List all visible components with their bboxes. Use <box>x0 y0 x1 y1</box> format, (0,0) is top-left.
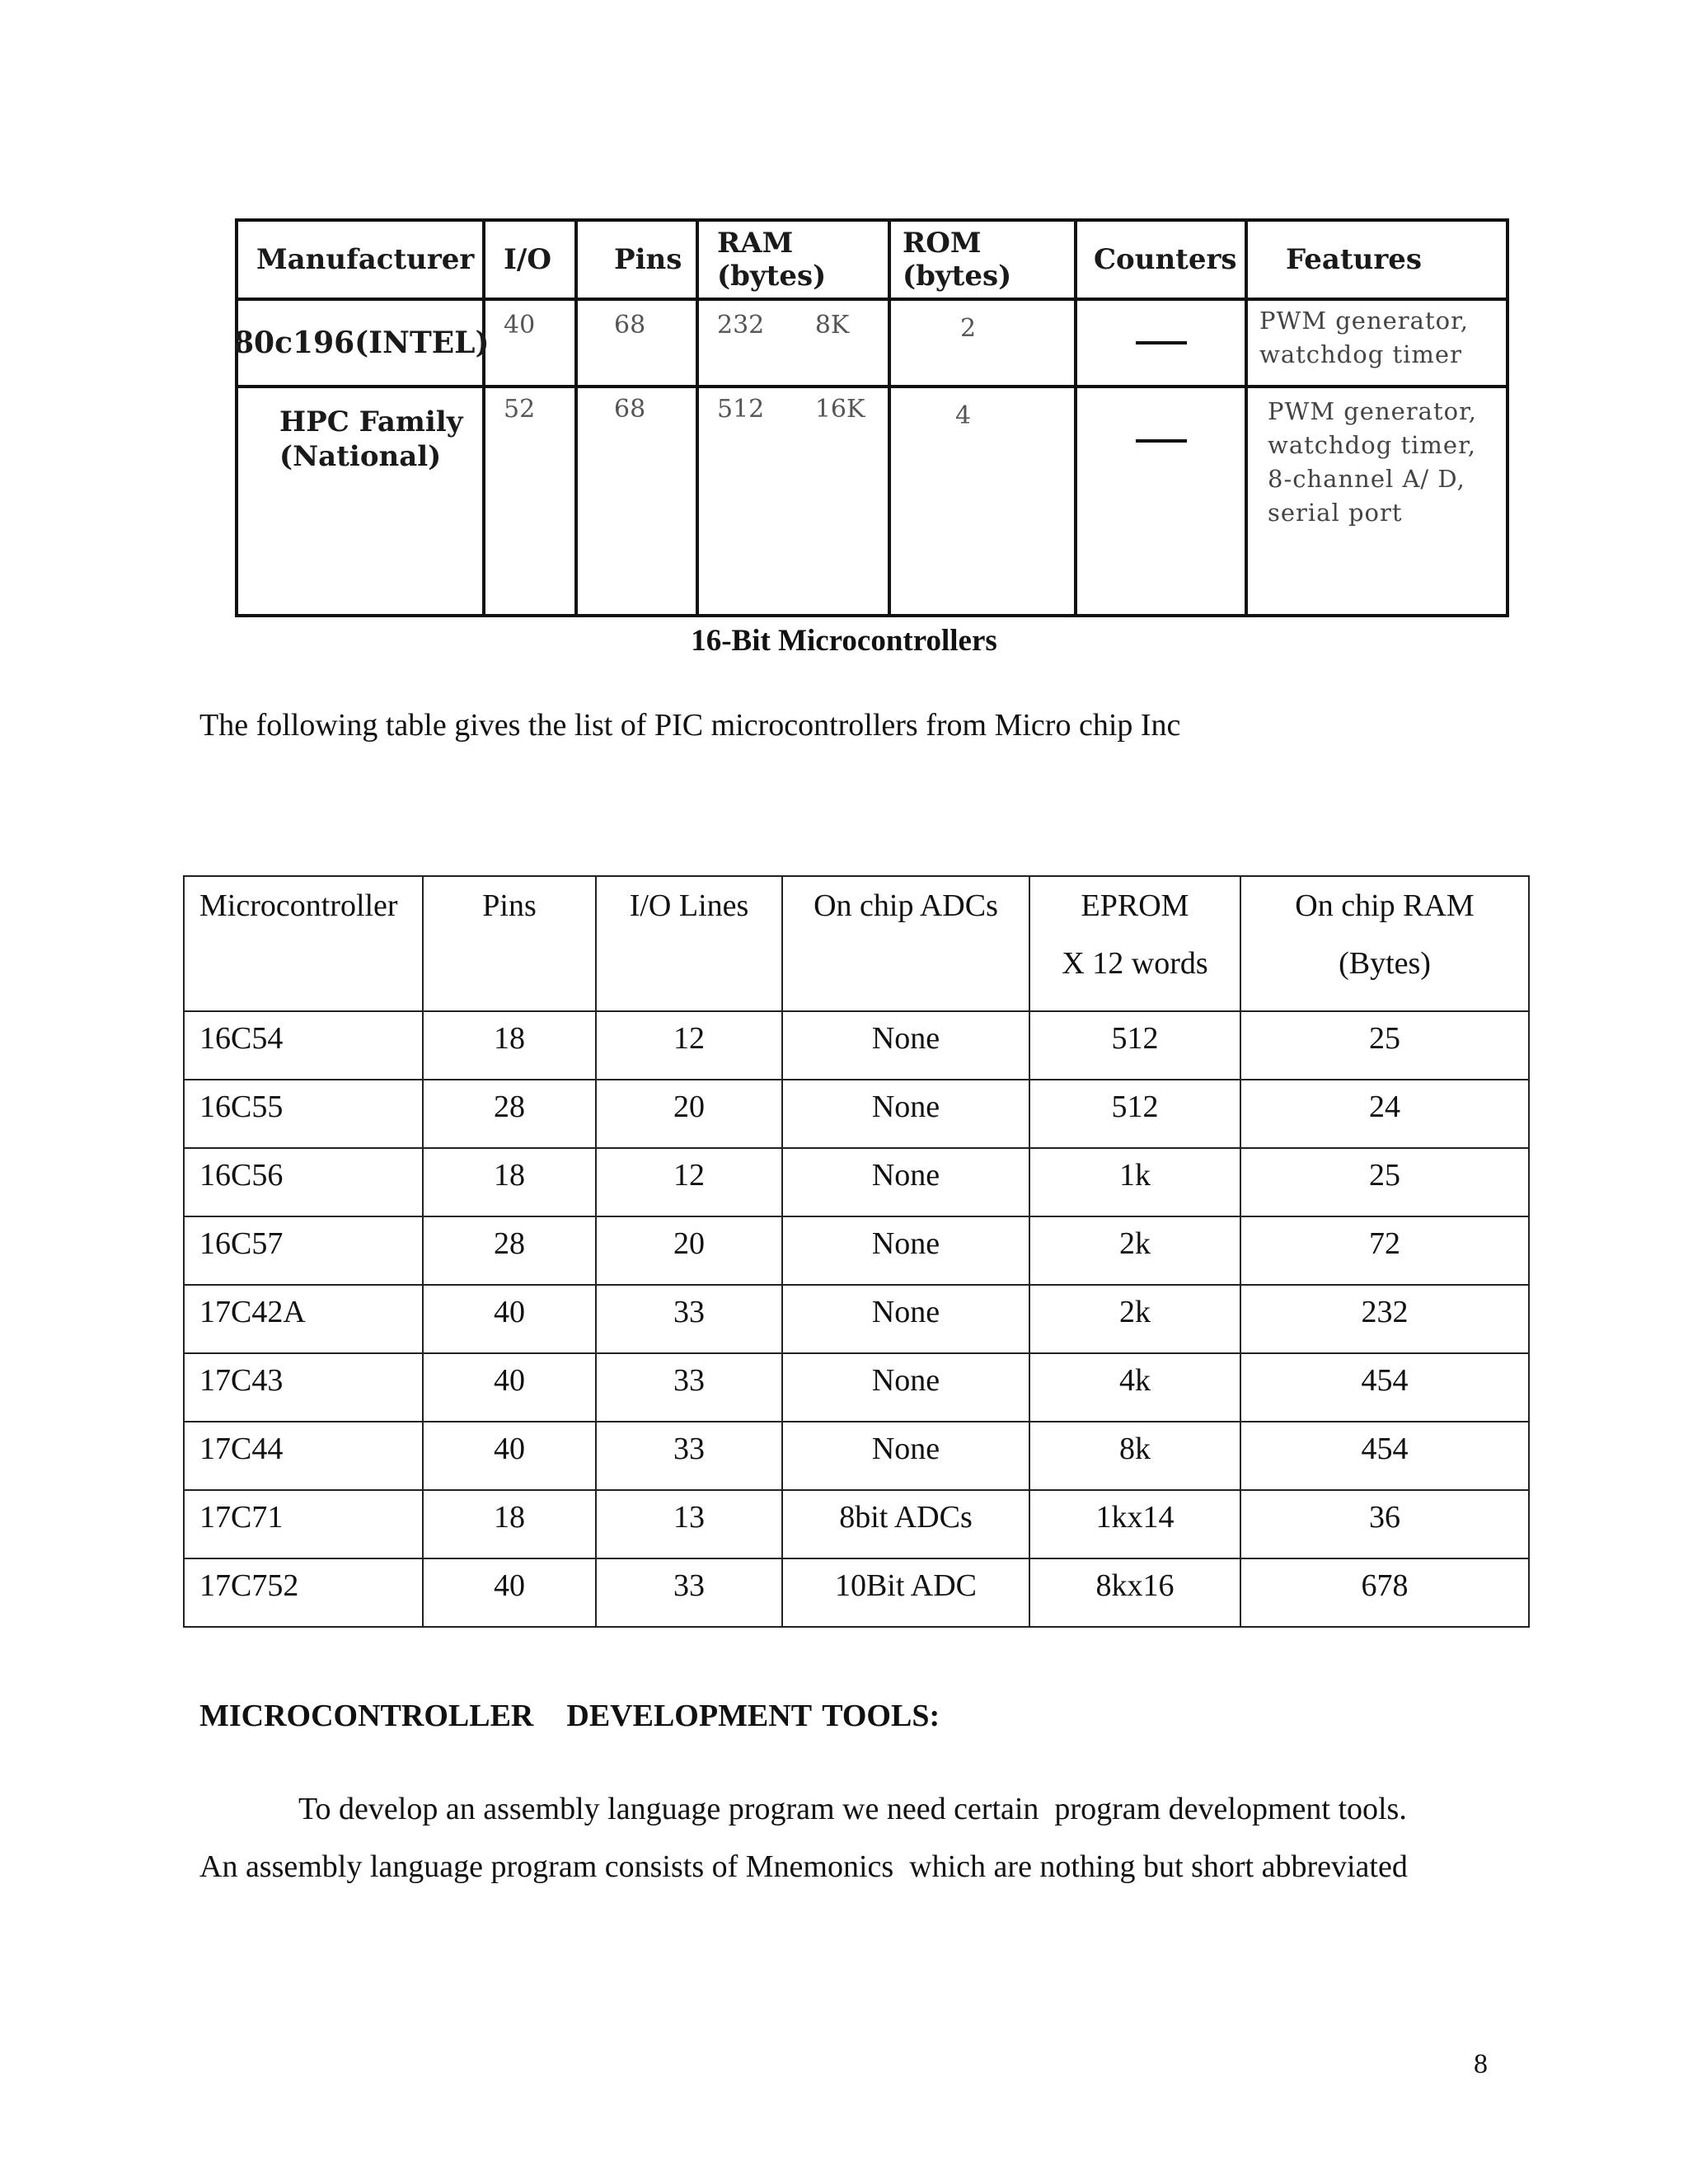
header-eprom-line2: X 12 words <box>1062 946 1208 981</box>
cell-features <box>1246 387 1507 616</box>
table-row <box>184 1011 1529 1080</box>
cell-io-lines: 13 <box>596 1490 782 1558</box>
cell-adcs: None <box>782 1148 1029 1216</box>
cell-adcs: None <box>782 1285 1029 1353</box>
cell-ram: 454 <box>1240 1353 1529 1422</box>
table-row <box>184 1216 1529 1285</box>
cell-pins: 40 <box>423 1285 596 1353</box>
cell-eprom: 1kx14 <box>1029 1490 1240 1558</box>
cell-eprom: 512 <box>1029 1011 1240 1080</box>
cell-microcontroller: 16C54 <box>184 1011 423 1080</box>
cell-ram <box>697 299 889 387</box>
cell-ram: 24 <box>1240 1080 1529 1148</box>
header-eprom-line1: EPROM <box>1081 888 1189 923</box>
cell-ram <box>697 387 889 616</box>
header-pins: Pins <box>576 220 697 299</box>
pic-table <box>183 875 1530 1628</box>
dash-mark <box>1136 439 1187 443</box>
rom-value: 8K <box>814 311 850 340</box>
feature-line: watchdog timer <box>1259 340 1462 368</box>
cell-features <box>1246 299 1507 387</box>
header-ram <box>1240 876 1529 1011</box>
cell-eprom: 1k <box>1029 1148 1240 1216</box>
cell-manufacturer <box>237 387 484 616</box>
cell-ram: 678 <box>1240 1558 1529 1627</box>
cell-io-lines: 33 <box>596 1285 782 1353</box>
feature-line: 8-channel A/ D, <box>1268 465 1465 493</box>
cell-rom: 2 <box>889 299 1076 387</box>
intro-text: The following table gives the list of PIC microcontrollers from Micro chip Inc <box>199 708 1181 743</box>
header-rom: ROM (bytes) <box>889 220 1076 299</box>
ram-value: 512 <box>717 395 765 424</box>
cell-microcontroller: 17C43 <box>184 1353 423 1422</box>
cell-io: 52 <box>484 387 576 616</box>
cell-ram: 25 <box>1240 1148 1529 1216</box>
table-header-row <box>184 876 1529 1011</box>
dev-tools-heading <box>199 1698 940 1734</box>
header-io-lines: I/O Lines <box>596 876 782 1011</box>
cell-pins: 18 <box>423 1011 596 1080</box>
header-io: I/O <box>484 220 576 299</box>
cell-io-lines: 20 <box>596 1080 782 1148</box>
section-title: 16-Bit Microcontrollers <box>691 624 997 658</box>
cell-pins: 40 <box>423 1422 596 1490</box>
cell-eprom: 4k <box>1029 1353 1240 1422</box>
feature-line: serial port <box>1268 499 1403 527</box>
table-row <box>184 1490 1529 1558</box>
cell-adcs: 10Bit ADC <box>782 1558 1029 1627</box>
cell-eprom: 8kx16 <box>1029 1558 1240 1627</box>
cell-pins: 28 <box>423 1080 596 1148</box>
manufacturer-name: HPC Family <box>279 405 463 438</box>
page-number: 8 <box>1474 2049 1488 2079</box>
cell-ram: 454 <box>1240 1422 1529 1490</box>
header-ram: RAM (bytes) <box>697 220 889 299</box>
cell-pins: 28 <box>423 1216 596 1285</box>
cell-microcontroller: 16C56 <box>184 1148 423 1216</box>
dev-tools-heading-part1: MICROCONTROLLER <box>199 1699 534 1733</box>
cell-pins: 68 <box>576 387 697 616</box>
cell-pins: 40 <box>423 1353 596 1422</box>
body-paragraph <box>199 1780 1492 1896</box>
cell-adcs: None <box>782 1080 1029 1148</box>
manufacturer-table <box>235 218 1509 617</box>
feature-line: watchdog timer, <box>1268 431 1476 459</box>
rom-value: 16K <box>814 395 865 424</box>
cell-counters <box>1076 387 1246 616</box>
table-row <box>237 299 1507 387</box>
cell-ram: 72 <box>1240 1216 1529 1285</box>
cell-counters <box>1076 299 1246 387</box>
table-row <box>184 1353 1529 1422</box>
cell-io-lines: 20 <box>596 1216 782 1285</box>
manufacturer-name-sub: (National) <box>279 440 442 473</box>
cell-ram: 36 <box>1240 1490 1529 1558</box>
cell-io-lines: 33 <box>596 1353 782 1422</box>
cell-rom: 4 <box>889 387 1076 616</box>
header-ram-line2: (Bytes) <box>1339 946 1431 981</box>
cell-adcs: None <box>782 1011 1029 1080</box>
header-ram-line1: On chip RAM <box>1295 888 1475 923</box>
cell-pins: 68 <box>576 299 697 387</box>
cell-manufacturer <box>233 299 490 387</box>
header-pins: Pins <box>423 876 596 1011</box>
table-row <box>184 1422 1529 1490</box>
paragraph-line: An assembly language program consists of Mnemonics which are nothing but short abbreviated <box>199 1849 1408 1884</box>
cell-pins: 18 <box>423 1148 596 1216</box>
header-counters: Counters <box>1076 220 1246 299</box>
cell-eprom: 8k <box>1029 1422 1240 1490</box>
header-adcs: On chip ADCs <box>782 876 1029 1011</box>
dash-mark <box>1136 341 1187 344</box>
cell-adcs: 8bit ADCs <box>782 1490 1029 1558</box>
table-row <box>184 1285 1529 1353</box>
cell-microcontroller: 17C71 <box>184 1490 423 1558</box>
cell-microcontroller: 16C57 <box>184 1216 423 1285</box>
cell-microcontroller: 17C42A <box>184 1285 423 1353</box>
manufacturer-name: 80c196(INTEL) <box>233 326 490 360</box>
cell-microcontroller: 16C55 <box>184 1080 423 1148</box>
ram-value: 232 <box>717 311 765 340</box>
feature-line: PWM generator, <box>1268 397 1477 425</box>
table-header-row <box>237 220 1507 299</box>
header-microcontroller: Microcontroller <box>184 876 423 1011</box>
cell-microcontroller: 17C44 <box>184 1422 423 1490</box>
cell-io-lines: 33 <box>596 1422 782 1490</box>
table-row <box>184 1080 1529 1148</box>
pic-table-body <box>184 1011 1529 1627</box>
cell-pins: 18 <box>423 1490 596 1558</box>
cell-adcs: None <box>782 1216 1029 1285</box>
cell-ram: 25 <box>1240 1011 1529 1080</box>
cell-eprom: 2k <box>1029 1216 1240 1285</box>
table-row <box>184 1148 1529 1216</box>
cell-io: 40 <box>484 299 576 387</box>
cell-microcontroller: 17C752 <box>184 1558 423 1627</box>
cell-io-lines: 12 <box>596 1148 782 1216</box>
cell-adcs: None <box>782 1422 1029 1490</box>
cell-io-lines: 33 <box>596 1558 782 1627</box>
cell-ram: 232 <box>1240 1285 1529 1353</box>
header-manufacturer: Manufacturer <box>237 220 484 299</box>
cell-io-lines: 12 <box>596 1011 782 1080</box>
cell-pins: 40 <box>423 1558 596 1627</box>
table-row <box>184 1558 1529 1627</box>
cell-eprom: 2k <box>1029 1285 1240 1353</box>
cell-eprom: 512 <box>1029 1080 1240 1148</box>
feature-line: PWM generator, <box>1259 307 1469 335</box>
header-features: Features <box>1246 220 1507 299</box>
paragraph-line: To develop an assembly language program we need certain program development tools. <box>298 1792 1407 1826</box>
cell-adcs: None <box>782 1353 1029 1422</box>
table-row <box>237 387 1507 616</box>
header-eprom <box>1029 876 1240 1011</box>
dev-tools-heading-part2: DEVELOPMENT TOOLS: <box>566 1699 940 1733</box>
